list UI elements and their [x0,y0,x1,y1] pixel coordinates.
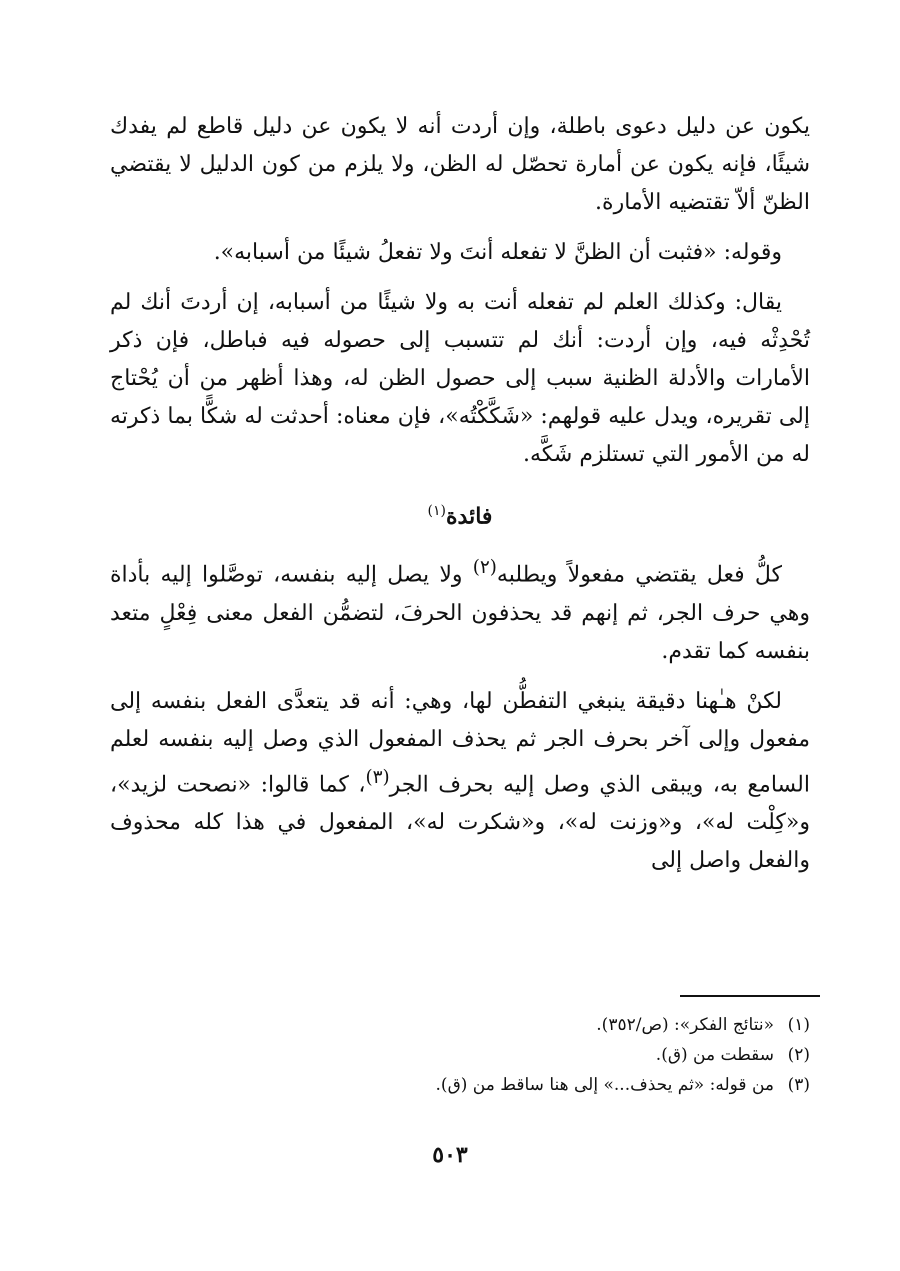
footnote-ref-2: (٢) [472,557,497,579]
footnote-1 [110,1010,810,1040]
footnote-2-number: (٢) [787,1045,810,1065]
footnote-divider [680,995,820,997]
page-number: ٥٠٣ [432,1142,468,1168]
footnotes [110,1010,810,1100]
paragraph-1: يكون عن دليل دعوى باطلة، وإن أردت أنه لا يكون عن دليل قاطع لم يفدك شيئًا، فإنه يكون عن أمارة تحصّل له الظن، ولا يلزم من كون الدليل لا يقتضي الظنّ ألاّ تقتضيه الأمارة. [110,114,810,215]
heading-text: فائدة [446,503,493,530]
paragraph-5 [110,683,810,880]
heading-footnote-ref: (١) [427,503,447,519]
paragraph-5-before: لكنْ هـٰهنا دقيقة ينبغي التفطُّن لها، وهي: أنه قد يتعدَّى الفعل بنفسه إلى مفعول وإلى آخر بحرف الجر ثم يحذف المفعول الذي وصل إليه بنفسه لعلم السامع به، ويبقى الذي وصل إليه بحرف الجر [110,688,810,797]
footnote-1-number: (١) [787,1015,810,1035]
page-body [110,108,810,892]
footnote-1-text: «نتائج الفكر»: (ص/٣٥٢). [596,1015,774,1035]
paragraph-4-after: ولا يصل إليه بنفسه، توصَّلوا إليه بأداة وهي حرف الجر، ثم إنهم قد يحذفون الحرفَ، لتضمُّن الفعل معنى فِعْلٍ متعد بنفسه كما تقدم. [110,562,810,664]
footnote-2 [110,1040,810,1070]
paragraph-5-after: ، كما قالوا: «نصحت لزيد»، و«كِلْت له»، و«وزنت له»، و«شكرت له»، المفعول في هذا كله محذوف والفعل واصل إلى [110,771,810,873]
footnote-3-text: من قوله: «ثم يحذف...» إلى هنا ساقط من (ق). [435,1075,774,1095]
footnote-ref-3: (٣) [365,766,390,788]
paragraph-4 [110,549,810,670]
footnote-2-text: سقطت من (ق). [655,1045,774,1065]
footnote-3-number: (٣) [787,1075,810,1095]
paragraph-4-before: كلُّ فعل يقتضي مفعولاً ويطلبه [496,562,782,588]
paragraph-2: وقوله: «فثبت أن الظنَّ لا تفعله أنتَ ولا تفعلُ شيئًا من أسبابه». [213,240,782,265]
paragraph-3: يقال: وكذلك العلم لم تفعله أنت به ولا شيئًا من أسبابه، إن أردتَ أنك لم تُحْدِثْه فيه، وإن أردت: أنك لم تتسبب إلى حصوله فيه فباطل، فإن ذكر الأمارات والأدلة الظنية سبب إلى حصول الظن له، وهذا أظهر من أن يُحْتاج إلى تقريره، ويدل عليه قولهم: «شَكَّكْتُه»، فإن معناه: أحدثت له شكًّا بما ذكرته له من الأمور التي تستلزم شَكَّه. [110,290,810,467]
footnote-3 [110,1070,810,1100]
section-heading [110,492,810,535]
